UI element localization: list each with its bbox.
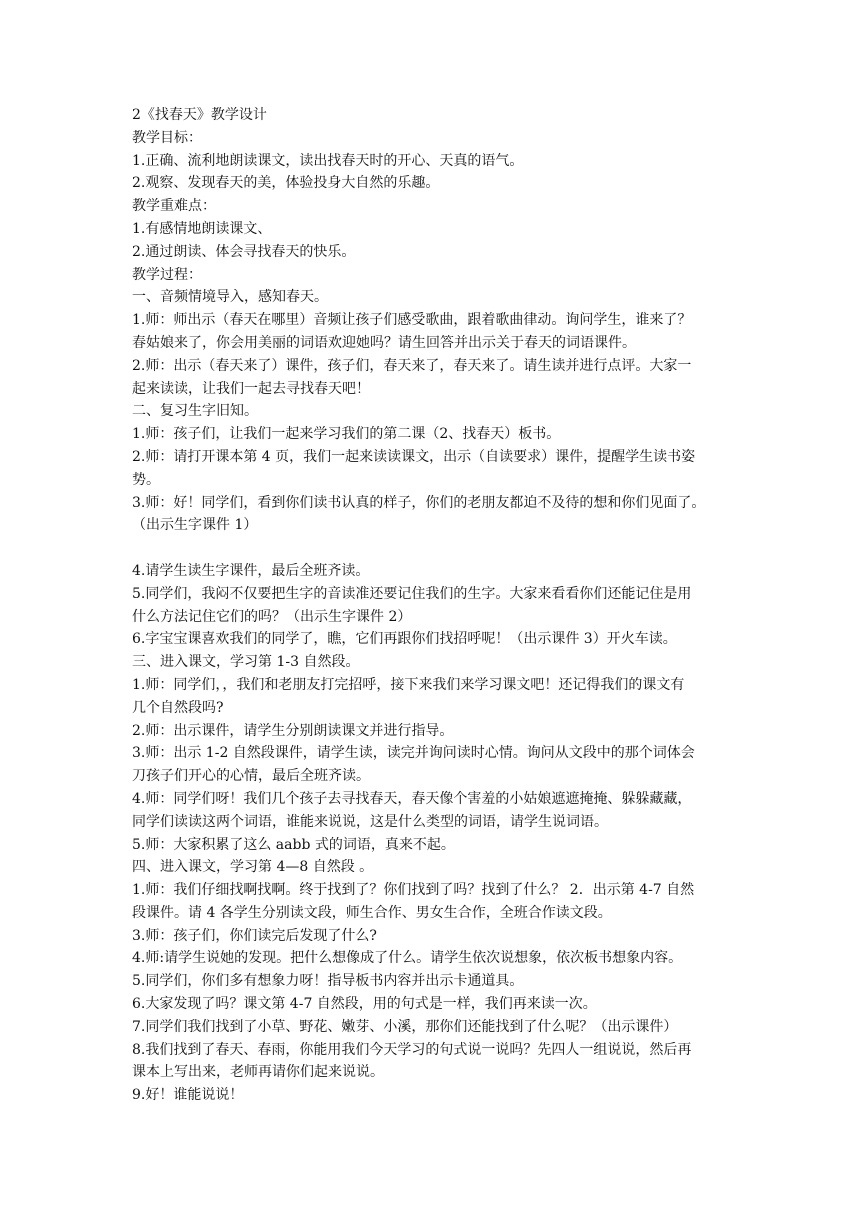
section-heading-key-points: 教学重难点： (132, 198, 216, 215)
paragraph-line: 几个自然段吗? (132, 699, 224, 716)
subsection-heading: 三、进入课文，学习第 1-3 自然段。 (132, 654, 360, 671)
paragraph-line: 起来读读，让我们一起去寻找春天吧！ (132, 380, 370, 397)
paragraph-line: 9.好！谁能说说！ (132, 1087, 244, 1104)
paragraph-line: 2.观察、发现春天的美，体验投身大自然的乐趣。 (132, 175, 440, 192)
paragraph-line: 5.师：大家积累了这么 aabb 式的词语，真来不起。 (132, 836, 455, 853)
paragraph-line: 4.师:请学生说她的发现。把什么想像成了什么。请学生依次说想象，依次板书想象内容。 (132, 950, 683, 967)
paragraph-line: 6.字宝宝课喜欢我们的同学了，瞧，它们再跟你们找招呼呢！（出示课件 3）开火车读。 (132, 631, 677, 648)
paragraph-line: 4.请学生读生字课件，最后全班齐读。 (132, 562, 370, 579)
paragraph-line: 势。 (132, 471, 160, 488)
paragraph-line: 什么方法记住它们的吗？（出示生字课件 2） (132, 608, 412, 625)
paragraph-line: 5.同学们，我闷不仅要把生字的音读准还要记住我们的生字。大家来看看你们还能记住是用 (132, 585, 692, 602)
blank-line (132, 537, 734, 560)
paragraph-line: 段课件。请 4 各学生分别读文段，师生合作、男女生合作，全班合作读文段。 (132, 904, 612, 921)
section-heading-objectives: 教学目标： (132, 129, 202, 146)
paragraph-line: （出示生字课件 1） (132, 517, 258, 534)
subsection-heading: 四、进入课文，学习第 4—8 自然段 。 (132, 859, 374, 876)
document-body (132, 104, 734, 1107)
paragraph-line: 3.师：孩子们，你们读完后发现了什么? (132, 927, 377, 944)
paragraph-line: 4.师：同学们呀！我们几个孩子去寻找春天，春天像个害羞的小姑娘遮遮掩掩、躲躲藏藏， (132, 790, 692, 807)
paragraph-line: 1.师：师出示（春天在哪里）音频让孩子们感受歌曲，跟着歌曲律动。询问学生，谁来了？ (132, 312, 692, 329)
paragraph-line: 课本上写出来，老师再请你们起来说说。 (132, 1064, 384, 1081)
paragraph-line: 刀孩子们开心的心情，最后全班齐读。 (132, 768, 370, 785)
paragraph-line: 3.师：出示 1-2 自然段课件，请学生读，读完并询问读时心情。询问从文段中的那个词体会 (132, 745, 695, 762)
paragraph-line: 2.师：出示课件，请学生分别朗读课文并进行指导。 (132, 722, 454, 739)
paragraph-line: 5.同学们，你们多有想象力呀！指导板书内容并出示卡通道具。 (132, 973, 524, 990)
paragraph-line: 1.师：同学们，，我们和老朋友打完招呼，接下来我们来学习课文吧！还记得我们的课文有 (132, 676, 685, 693)
section-heading-process: 教学过程： (132, 266, 202, 283)
paragraph-line: 2.师：请打开课本第 4 页，我们一起来读读课文，出示（自读要求）课件，提醒学生读书姿 (132, 448, 696, 465)
paragraph-line: 2.通过朗读、体会寻找春天的快乐。 (132, 243, 356, 260)
paragraph-line: 7.同学们我们找到了小草、野花、嫩芽、小溪，那你们还能找到了什么呢？（出示课件） (132, 1018, 678, 1035)
paragraph-line: 2.师：出示（春天来了）课件，孩子们，春天来了，春天来了。请生读并进行点评。大家一 (132, 357, 692, 374)
paragraph-line: 同学们读读这两个词语，谁能来说说，这是什么类型的词语，请学生说词语。 (132, 813, 608, 830)
paragraph-line: 3.师：好！同学们，看到你们读书认真的样子，你们的老朋友都迫不及待的想和你们见面了。 (132, 494, 706, 511)
paragraph-line: 1.正确、流利地朗读课文，读出找春天时的开心、天真的语气。 (132, 152, 524, 169)
doc-title: 2《找春天》教学设计 (132, 107, 267, 123)
paragraph-line: 1.有感情地朗读课文、 (132, 220, 272, 237)
subsection-heading: 二、复习生字旧知。 (132, 403, 258, 420)
subsection-heading: 一、音频情境导入，感知春天。 (132, 289, 328, 306)
paragraph-line: 1.师：我们仔细找啊找啊。终于找到了？你们找到了吗？找到了什么？ 2．出示第 4-7 自然 (132, 882, 695, 899)
paragraph-line: 8.我们找到了春天、春雨，你能用我们今天学习的句式说一说吗？先四人一组说说，然后再 (132, 1041, 692, 1058)
paragraph-line: 1.师：孩子们，让我们一起来学习我们的第二课（2、找春天）板书。 (132, 426, 561, 443)
paragraph-line: 6.大家发现了吗？课文第 4-7 自然段，用的句式是一样，我们再来读一次。 (132, 996, 597, 1013)
paragraph-line: 春姑娘来了，你会用美丽的词语欢迎她吗？请生回答并出示关于春天的词语课件。 (132, 334, 636, 351)
